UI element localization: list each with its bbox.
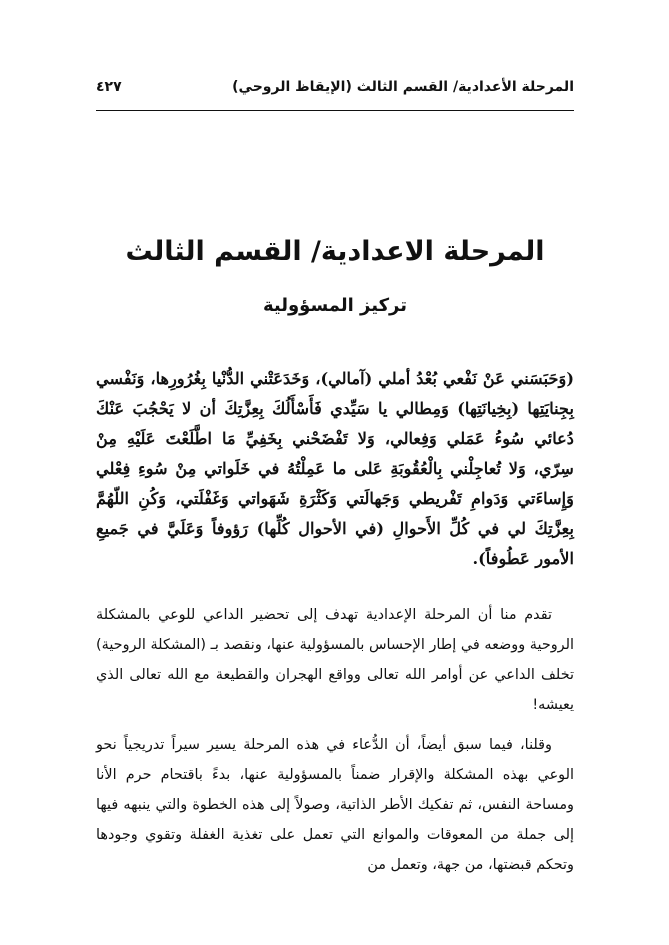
supplication-quote: (وَحَبَسَني عَنْ نَفْعي بُعْدُ أملي (آمالي)، وَخَدَعَتْني الدُّنْيا بِغُرُورِها، وَنَفْسي بِجِنايَتِها (بِخِيانَتِها) وَمِطالي يا سَيِّدي فَأَسْأَلُكَ بِعِزَّتِكَ أن لا يَحْجُبَ عَنْكَ دُعائي سُوءُ عَمَلي وَفِعالي، وَلا تَفْضَحْني بِخَفِيِّ مَا اطَّلَعْتَ عَلَيْهِ مِنْ سِرّي، وَلا تُعاجِلْني بِالْعُقُوبَةِ عَلى ما عَمِلْتُهُ في خَلَواتي مِنْ سُوءِ فِعْلي وَإِساءَتي وَدَوامِ تَفْريطي وَجَهالَتي وَكَثْرَةِ شَهَواتي وَغَفْلَتي، وَكُنِ اللّهُمَّ بِعِزَّتِكَ لي في كُلِّ الأَحوالِ (في الأحوال كُلِّها) رَؤوفاً وَعَلَيَّ في جَميعِ الأمور عَطُوفاً).: [96, 369, 574, 568]
section-title: تركيز المسؤولية: [262, 295, 408, 316]
running-header: [96, 70, 574, 104]
running-title: المرحلة الأعدادية/ القسم الثالث (الإيقاظ الروحي): [232, 79, 574, 95]
page-number: ٤٢٧: [96, 79, 122, 95]
body-paragraph: تقدم منا أن المرحلة الإعدادية تهدف إلى تحضير الداعي للوعي بالمشكلة الروحية ووضعه في إطار الإحساس بالمسؤولية عنها، ونقصد بـ (المشكلة الروحية) تخلف الداعي عن أوامر الله تعالى وواقع الهجران والقطيعة مع الله تعالى الذي يعيشه!: [96, 607, 574, 713]
header-rule: [96, 110, 574, 111]
body-paragraph: وقلنا، فيما سبق أيضاً، أن الدُّعاء في هذه المرحلة يسير سيراً تدريجياً نحو الوعي بهذه المشكلة والإقرار ضمناً بالمسؤولية عنها، بدءً باقتحام حرم الأنا ومساحة النفس، ثم تفكيك الأطر الذاتية، وصولاً إلى هذه الخطوة والتي ينبهه فيها إلى جملة من المعوقات والموانع التي تعمل على تغذية الغفلة وتقوي وجودها وتحكم قبضتها، من جهة، وتعمل من: [96, 737, 574, 873]
chapter-title: المرحلة الاعدادية/ القسم الثالث: [125, 236, 545, 267]
